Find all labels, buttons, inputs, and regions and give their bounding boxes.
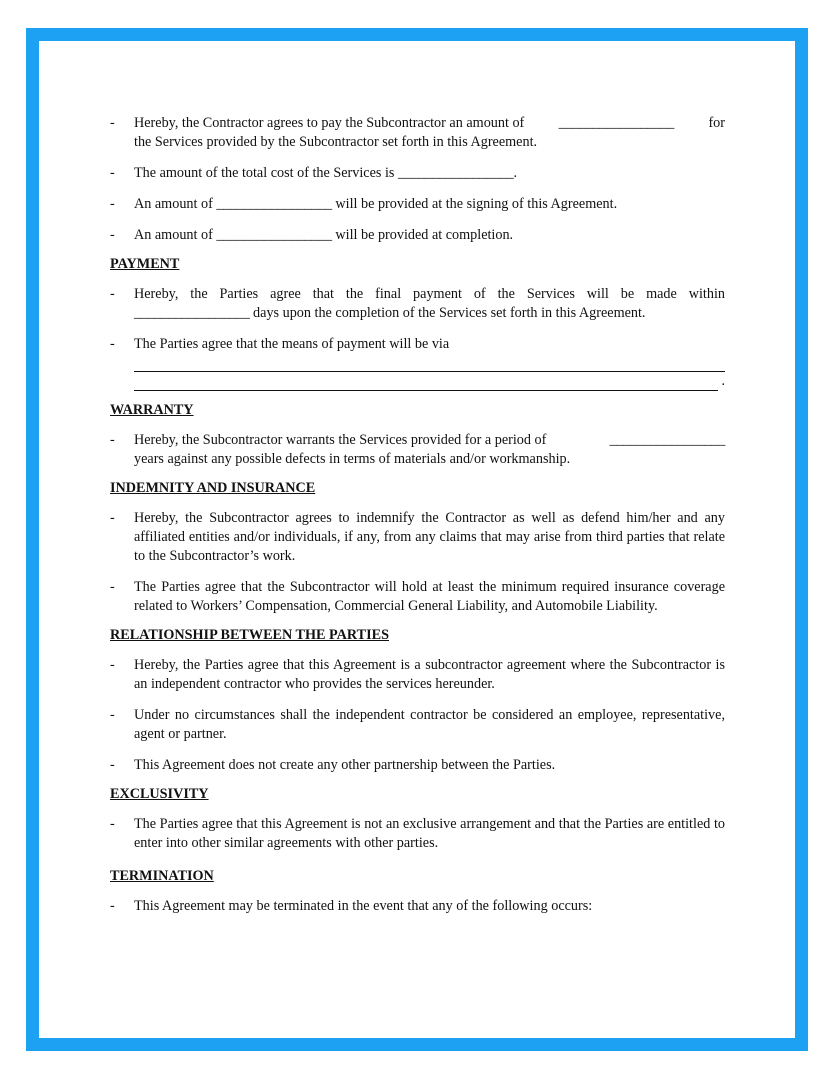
list-item: - An amount of _________________ will be provided at the signing of this Agreement. xyxy=(110,196,618,212)
bullet-dash: - xyxy=(110,579,115,595)
completion-amount-blank[interactable]: _________________ xyxy=(216,227,332,243)
bullet-dash: - xyxy=(110,196,115,212)
section-heading-exclusivity: EXCLUSIVITY xyxy=(110,786,209,802)
bullet-dash: - xyxy=(110,816,115,832)
bullet-dash: - xyxy=(110,336,115,352)
payment-method-line[interactable]: . xyxy=(134,372,725,391)
bullet-dash: - xyxy=(110,510,115,526)
list-item: - Hereby, the Parties agree that this Agreement is a subcontractor agreement where the Subcontractor is an independent contractor who provides the services hereunder. xyxy=(110,657,725,692)
bullet-dash: - xyxy=(110,432,115,448)
list-item: - The Parties agree that the means of payment will be via . xyxy=(110,336,725,389)
list-item: - This Agreement does not create any other partnership between the Parties. xyxy=(110,757,556,773)
section-heading-termination: TERMINATION xyxy=(110,868,214,884)
list-item: - The amount of the total cost of the Services is _________________. xyxy=(110,165,518,181)
section-heading-relationship: RELATIONSHIP BETWEEN THE PARTIES xyxy=(110,627,389,643)
bullet-dash: - xyxy=(110,707,115,723)
list-item: - Hereby, the Contractor agrees to pay the Subcontractor an amount of _________________ for the Services provided by the Subcontractor set forth in this Agreement. xyxy=(110,115,725,150)
warranty-period-blank[interactable]: _________________ xyxy=(609,432,725,448)
section-heading-warranty: WARRANTY xyxy=(110,402,194,418)
document-body xyxy=(110,114,725,916)
list-item: - Hereby, the Subcontractor warrants the Services provided for a period of _________________ years against any possible defects in terms of materials and/or workmanship. xyxy=(110,432,725,467)
bullet-dash: - xyxy=(110,657,115,673)
amount-blank[interactable]: _________________ xyxy=(558,115,675,131)
section-heading-indemnity: INDEMNITY AND INSURANCE xyxy=(110,480,316,496)
bullet-dash: - xyxy=(110,165,115,181)
payment-method-line[interactable] xyxy=(134,354,725,372)
list-item: - An amount of _________________ will be provided at completion. xyxy=(110,227,514,243)
bullet-dash: - xyxy=(110,227,115,243)
total-cost-blank[interactable]: _________________ xyxy=(397,165,514,181)
list-item: - The Parties agree that the Subcontractor will hold at least the minimum required insurance coverage related to Workers’ Compensation, Commercial General Liability, and Automobile Liability. xyxy=(110,579,725,614)
list-item: - The Parties agree that this Agreement is not an exclusive arrangement and that the Parties are entitled to enter into other similar agreements with other parties. xyxy=(110,816,725,851)
list-item: - This Agreement may be terminated in the event that any of the following occurs: xyxy=(110,898,593,914)
bullet-dash: - xyxy=(110,757,115,773)
list-item: - Hereby, the Parties agree that the final payment of the Services will be made within _________________ days upon the completion of the Services set forth in this Agreement. xyxy=(110,286,725,321)
payment-days-blank[interactable]: _________________ xyxy=(134,305,250,321)
list-item: - Under no circumstances shall the independent contractor be considered an employee, representative, agent or partner. xyxy=(110,707,725,742)
signing-amount-blank[interactable]: _________________ xyxy=(216,196,332,212)
section-heading-payment: PAYMENT xyxy=(110,256,180,272)
list-item: - Hereby, the Subcontractor agrees to indemnify the Contractor as well as defend him/her and any affiliated entities and/or individuals, if any, from any claims that may arise from third parties that relate to the Subcontractor’s work. xyxy=(110,510,725,564)
bullet-dash: - xyxy=(110,286,115,302)
bullet-dash: - xyxy=(110,115,115,131)
bullet-dash: - xyxy=(110,898,115,914)
